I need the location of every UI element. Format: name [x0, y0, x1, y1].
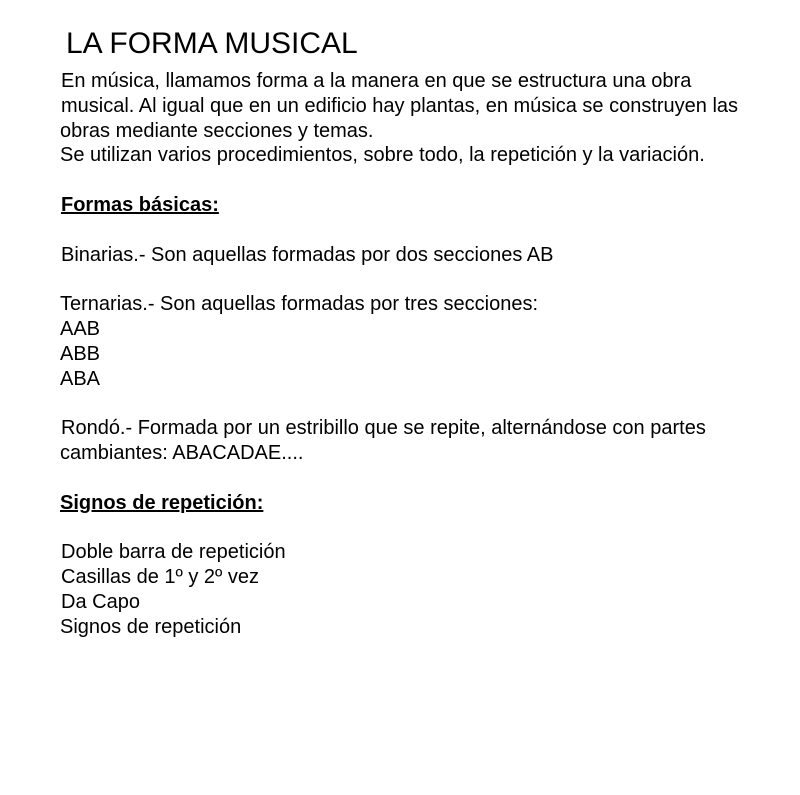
ternarias-text: Ternarias.- Son aquellas formadas por tres secciones: — [60, 293, 539, 316]
slide-body — [60, 69, 800, 639]
repetition-item: Signos de repetición — [60, 615, 242, 638]
spacer — [60, 267, 800, 292]
slide-title: LA FORMA MUSICAL — [66, 27, 358, 60]
intro-line-2: musical. Al igual que en un edificio hay plantas, en música se construyen las — [61, 94, 739, 117]
spacer — [60, 515, 800, 540]
spacer — [60, 391, 800, 416]
repetition-signs-heading: Signos de repetición: — [60, 491, 264, 514]
ternary-pattern-abb: ABB — [60, 342, 101, 365]
rondo-line-1: Rondó.- Formada por un estribillo que se repite, alternándose con partes — [61, 417, 706, 440]
intro-line-4: Se utilizan varios procedimientos, sobre todo, la repetición y la variación. — [60, 144, 705, 167]
intro-line-1: En música, llamamos forma a la manera en que se estructura una obra — [61, 70, 692, 92]
ternary-pattern-aba: ABA — [60, 367, 101, 390]
repetition-item: Doble barra de repetición — [61, 541, 286, 564]
spacer — [60, 218, 800, 243]
spacer — [60, 466, 800, 491]
basic-forms-heading: Formas básicas: — [61, 193, 219, 216]
repetition-item: Casillas de 1º y 2º vez — [61, 565, 260, 588]
rondo-line-2: cambiantes: ABACADAE.... — [60, 441, 304, 464]
repetition-item: Da Capo — [61, 590, 140, 613]
binarias-text: Binarias.- Son aquellas formadas por dos secciones AB — [61, 243, 554, 266]
ternary-pattern-aab: AAB — [60, 317, 101, 340]
spacer — [60, 168, 800, 193]
intro-line-3: obras mediante secciones y temas. — [60, 119, 374, 142]
